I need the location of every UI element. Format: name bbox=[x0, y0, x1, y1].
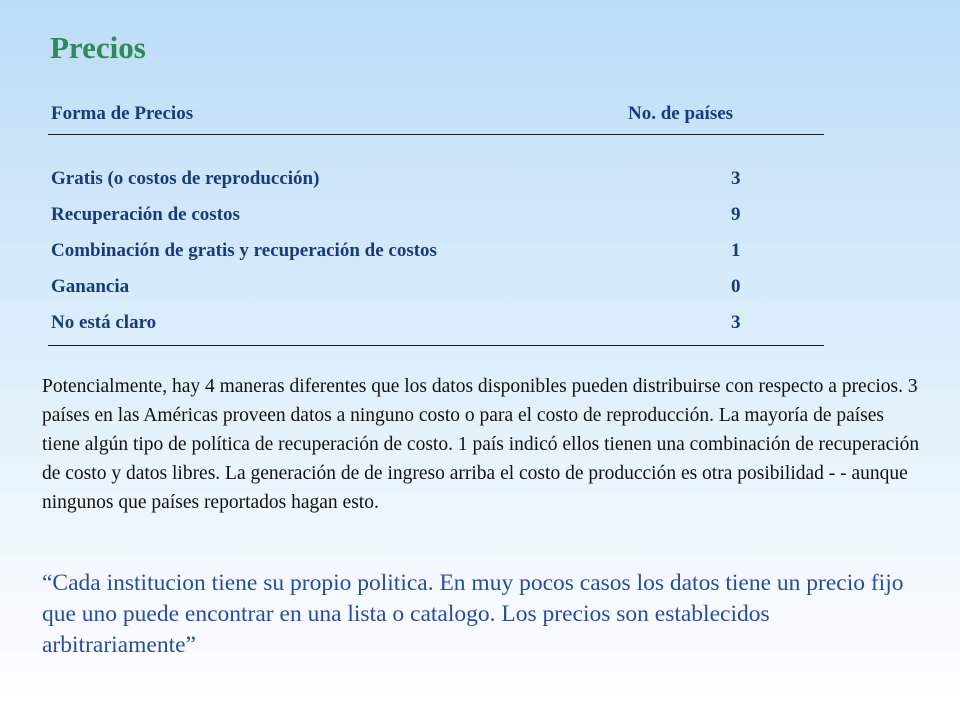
row-count: 3 bbox=[731, 168, 741, 189]
table-row bbox=[48, 161, 824, 197]
table-row bbox=[48, 269, 824, 305]
row-count: 9 bbox=[731, 204, 741, 225]
row-label: No está claro bbox=[51, 312, 157, 333]
row-count: 0 bbox=[731, 276, 741, 297]
header-country-count: No. de países bbox=[628, 103, 734, 124]
row-label: Combinación de gratis y recuperación de costos bbox=[51, 240, 437, 261]
page-title: Precios bbox=[50, 30, 146, 65]
table-header bbox=[48, 100, 824, 135]
header-pricing-form: Forma de Precios bbox=[51, 103, 194, 124]
row-count: 1 bbox=[731, 240, 741, 261]
quote-text: “Cada institucion tiene su propio politica. En muy pocos casos los datos tiene un precio fijo que uno puede encontrar en una lista o catalogo. Los precios son establecidos arbitrariamente” bbox=[42, 570, 904, 658]
table-body bbox=[48, 135, 824, 346]
table-row bbox=[48, 305, 824, 341]
row-count: 3 bbox=[731, 312, 741, 333]
row-label: Ganancia bbox=[51, 276, 130, 297]
pricing-table bbox=[48, 100, 824, 346]
table-row bbox=[48, 233, 824, 269]
row-label: Recuperación de costos bbox=[51, 204, 240, 225]
description-paragraph: Potencialmente, hay 4 maneras diferentes que los datos disponibles pueden distribuirse con respecto a precios. 3 países en las Américas proveen datos a ninguno costo o para el costo de reproducción. La mayoría de países tiene algún tipo de política de recuperación de costo. 1 país indicó ellos tienen una combinación de recuperación de costo y datos libres. La generación de de ingreso arriba el costo de producción es otra posibilidad - - aunque ningunos que países reportados hagan esto. bbox=[42, 376, 920, 513]
row-label: Gratis (o costos de reproducción) bbox=[51, 168, 320, 189]
table-row bbox=[48, 197, 824, 233]
